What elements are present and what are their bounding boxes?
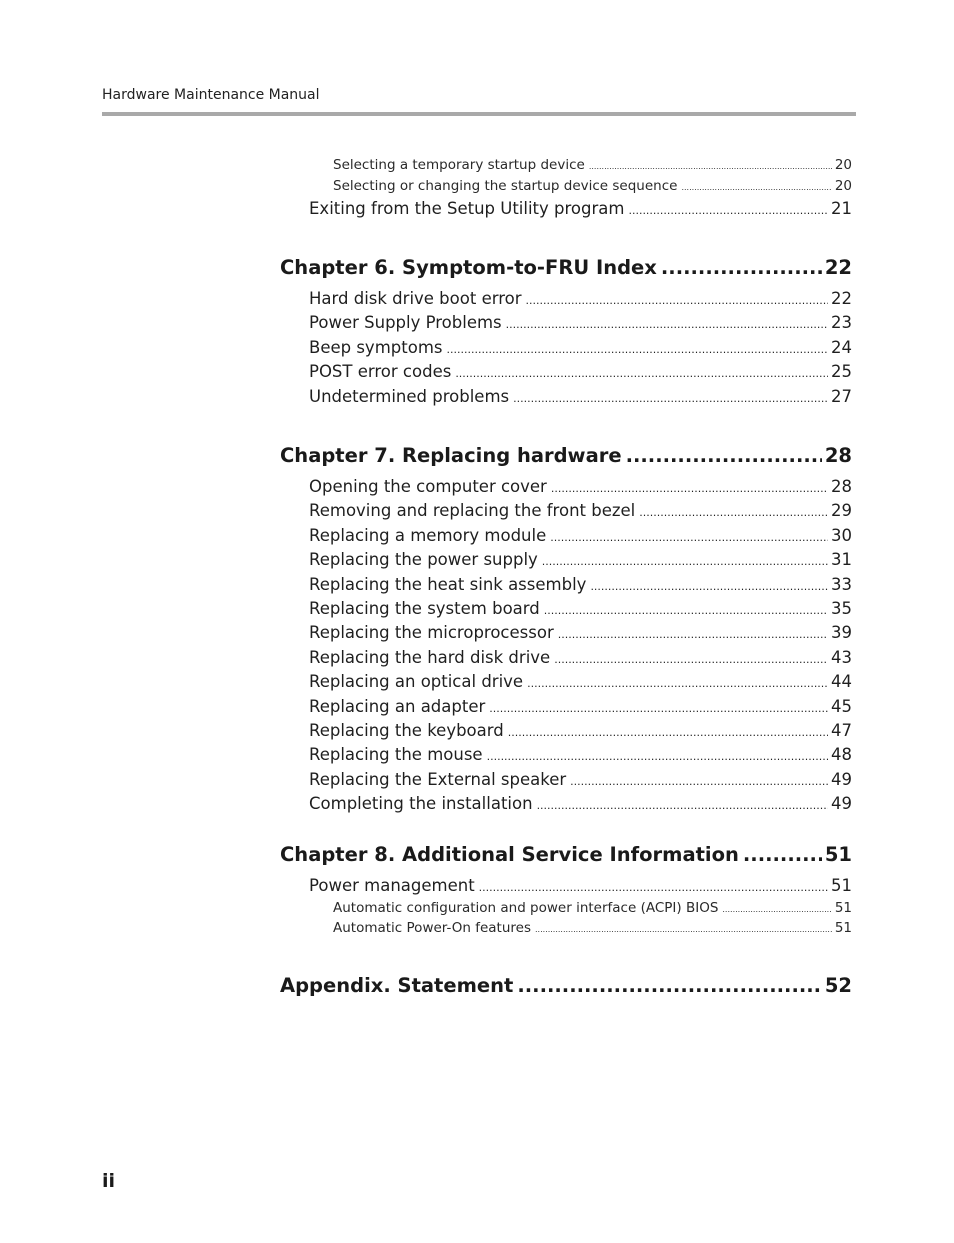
running-header-title: Hardware Maintenance Manual	[102, 87, 320, 103]
toc-entry-title: Power Supply Problems	[309, 313, 502, 332]
toc-entry-page: 33	[831, 575, 852, 594]
toc-entry[interactable]	[309, 575, 852, 594]
dot-leader	[455, 367, 828, 380]
dot-leader	[527, 677, 828, 690]
toc-entry-title: Replacing the keyboard	[309, 721, 504, 740]
dot-leader	[506, 318, 828, 331]
toc-entry-title: Chapter 7. Replacing hardware	[280, 444, 622, 467]
toc-entry[interactable]	[309, 794, 852, 813]
toc-chapter-entry[interactable]	[280, 974, 852, 997]
dot-leader	[628, 204, 828, 217]
toc-entry[interactable]	[333, 920, 852, 936]
dot-leader	[535, 925, 832, 934]
toc-entry-title: Replacing the External speaker	[309, 770, 567, 789]
toc-entry-title: Automatic Power-On features	[333, 920, 531, 936]
toc-entry-title: Chapter 6. Symptom-to-FRU Index	[280, 256, 657, 279]
dot-leader	[537, 799, 828, 812]
dot-leader	[550, 531, 828, 544]
toc-entry-title: Replacing the mouse	[309, 745, 483, 764]
dot-leader	[590, 580, 828, 593]
toc-entry-title: Replacing the heat sink assembly	[309, 575, 587, 594]
toc-entry-title: Selecting a temporary startup device	[333, 157, 585, 173]
toc-entry-page: 49	[831, 794, 852, 813]
toc-entry[interactable]	[309, 526, 852, 545]
toc-entry-title: Exiting from the Setup Utility program	[309, 199, 625, 218]
dot-leader	[639, 506, 828, 519]
toc-entry[interactable]	[309, 362, 852, 381]
toc-entry-page: 20	[834, 157, 852, 173]
toc-entry-page: 20	[834, 178, 852, 194]
toc-entry-title: Replacing the microprocessor	[309, 623, 554, 642]
toc-entry-page: 22	[831, 289, 852, 308]
toc-chapter-entry[interactable]	[280, 444, 852, 467]
dot-leader	[558, 628, 828, 641]
toc-entry-page: 35	[831, 599, 852, 618]
toc-entry-title: POST error codes	[309, 362, 452, 381]
dot-leader	[446, 343, 828, 356]
toc-entry-title: Replacing the system board	[309, 599, 540, 618]
dot-leader	[554, 653, 828, 666]
toc-entry-page: 29	[831, 501, 852, 520]
toc-entry[interactable]	[309, 697, 852, 716]
toc-entry-page: 25	[831, 362, 852, 381]
toc-entry-title: Selecting or changing the startup device sequence	[333, 178, 678, 194]
dot-leader	[570, 775, 828, 788]
toc-entry[interactable]	[309, 338, 852, 357]
toc-entry[interactable]	[309, 477, 852, 496]
toc-entry-title: Completing the installation	[309, 794, 533, 813]
toc-entry-page: 39	[831, 623, 852, 642]
toc-entry[interactable]	[309, 289, 852, 308]
dot-leader	[626, 444, 822, 467]
toc-chapter-entry[interactable]	[280, 256, 852, 279]
toc-entry-page: 22	[824, 256, 852, 279]
toc-entry[interactable]	[309, 623, 852, 642]
toc-entry[interactable]	[309, 387, 852, 406]
toc-entry-page: 51	[824, 843, 852, 866]
toc-entry[interactable]	[333, 178, 852, 194]
toc-entry-page: 51	[834, 900, 852, 916]
dot-leader	[551, 482, 828, 495]
toc-entry-page: 31	[831, 550, 852, 569]
toc-entry-page: 47	[831, 721, 852, 740]
toc-entry-page: 24	[831, 338, 852, 357]
toc-entry-title: Hard disk drive boot error	[309, 289, 522, 308]
toc-entry-page: 28	[831, 477, 852, 496]
toc-chapter-entry[interactable]	[280, 843, 852, 866]
toc-entry-title: Beep symptoms	[309, 338, 443, 357]
toc-entry-page: 28	[824, 444, 852, 467]
toc-entry-page: 43	[831, 648, 852, 667]
toc-entry[interactable]	[309, 648, 852, 667]
toc-entry-title: Replacing an adapter	[309, 697, 486, 716]
dot-leader	[743, 843, 822, 866]
toc-entry[interactable]	[309, 721, 852, 740]
toc-entry-title: Replacing the power supply	[309, 550, 538, 569]
toc-entry-title: Chapter 8. Additional Service Information	[280, 843, 739, 866]
toc-entry-page: 45	[831, 697, 852, 716]
toc-entry-title: Opening the computer cover	[309, 477, 547, 496]
toc-entry[interactable]	[309, 672, 852, 691]
toc-entry[interactable]	[309, 876, 852, 895]
dot-leader	[479, 881, 828, 894]
toc-entry[interactable]	[309, 501, 852, 520]
toc-entry-title: Replacing an optical drive	[309, 672, 524, 691]
toc-entry-page: 51	[831, 876, 852, 895]
toc-entry-page: 51	[834, 920, 852, 936]
dot-leader	[517, 974, 822, 997]
toc-entry[interactable]	[309, 199, 852, 218]
toc-entry[interactable]	[309, 770, 852, 789]
toc-entry[interactable]	[333, 900, 852, 916]
dot-leader	[489, 702, 828, 715]
dot-leader	[487, 750, 828, 763]
toc-entry-page: 21	[831, 199, 852, 218]
toc-entry-page: 30	[831, 526, 852, 545]
toc-entry-page: 27	[831, 387, 852, 406]
toc-entry-page: 52	[824, 974, 852, 997]
toc-entry-title: Replacing a memory module	[309, 526, 547, 545]
toc-entry[interactable]	[309, 550, 852, 569]
dot-leader	[722, 905, 831, 914]
toc-entry[interactable]	[309, 313, 852, 332]
toc-entry-title: Automatic configuration and power interface (ACPI) BIOS	[333, 900, 719, 916]
toc-entry[interactable]	[309, 599, 852, 618]
dot-leader	[526, 294, 828, 307]
toc-entry-page: 49	[831, 770, 852, 789]
page-number: ii	[102, 1170, 116, 1192]
dot-leader	[542, 555, 828, 568]
dot-leader	[544, 604, 828, 617]
dot-leader	[513, 392, 828, 405]
toc-entry-title: Undetermined problems	[309, 387, 510, 406]
toc-entry[interactable]	[333, 157, 852, 173]
dot-leader	[661, 256, 822, 279]
toc-entry-title: Power management	[309, 876, 475, 895]
toc-entry-title: Appendix. Statement	[280, 974, 514, 997]
dot-leader	[589, 162, 832, 171]
dot-leader	[508, 726, 828, 739]
toc-entry-title: Removing and replacing the front bezel	[309, 501, 636, 520]
toc-entry-title: Replacing the hard disk drive	[309, 648, 551, 667]
toc-entry-page: 44	[831, 672, 852, 691]
toc-entry[interactable]	[309, 745, 852, 764]
dot-leader	[681, 183, 831, 192]
toc-entry-page: 48	[831, 745, 852, 764]
toc-entry-page: 23	[831, 313, 852, 332]
